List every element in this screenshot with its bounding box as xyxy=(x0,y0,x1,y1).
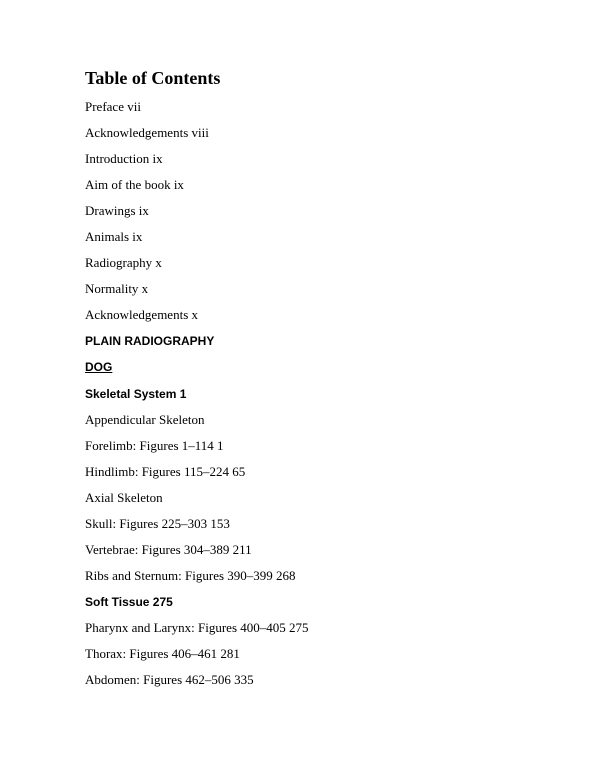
toc-entry-text: Abdomen: Figures 462–506 335 xyxy=(85,672,254,688)
toc-entry-text: Acknowledgements viii xyxy=(85,125,209,141)
toc-entry-text: Acknowledgements x xyxy=(85,307,199,323)
toc-entry-text: Pharynx and Larynx: Figures 400–405 275 xyxy=(85,619,309,635)
toc-entry-text: Introduction ix xyxy=(85,151,163,167)
toc-entry xyxy=(85,124,309,150)
toc-entry xyxy=(85,671,309,697)
toc-entry-text: Aim of the book ix xyxy=(85,177,184,193)
toc-section-heading xyxy=(85,332,309,358)
toc-entry-text: Vertebrae: Figures 304–389 211 xyxy=(85,541,252,557)
toc-entry xyxy=(85,515,309,541)
toc-entry xyxy=(85,567,309,593)
toc-entry-text: Preface vii xyxy=(85,99,141,114)
toc-entry xyxy=(85,489,309,515)
toc-entry-text: DOG xyxy=(85,360,113,375)
toc-entry-text: Hindlimb: Figures 115–224 65 xyxy=(85,463,246,479)
toc-entry xyxy=(85,437,309,463)
toc-entry xyxy=(85,228,309,254)
toc-entry-text: Animals ix xyxy=(85,229,143,245)
toc-entry xyxy=(85,176,309,202)
toc-entry-text: Ribs and Sternum: Figures 390–399 268 xyxy=(85,567,296,583)
toc-entry-text: Normality x xyxy=(85,281,149,297)
toc-entry xyxy=(85,411,309,437)
toc-entry-text: Thorax: Figures 406–461 281 xyxy=(85,645,240,661)
toc-list xyxy=(85,98,309,697)
toc-entry-text: Soft Tissue 275 xyxy=(85,594,173,609)
toc-entry xyxy=(85,254,309,280)
toc-entry xyxy=(85,619,309,645)
toc-section-heading xyxy=(85,358,309,384)
toc-entry xyxy=(85,150,309,176)
toc-entry-text: Skeletal System 1 xyxy=(85,386,187,401)
toc-entry-text: Drawings ix xyxy=(85,203,149,219)
toc-entry xyxy=(85,645,309,671)
toc-entry xyxy=(85,98,309,124)
toc-entry-text: Appendicular Skeleton xyxy=(85,411,205,427)
toc-entry xyxy=(85,463,309,489)
toc-entry-text: PLAIN RADIOGRAPHY xyxy=(85,334,215,349)
toc-entry-text: Radiography x xyxy=(85,255,162,271)
toc-entry xyxy=(85,541,309,567)
page-title: Table of Contents xyxy=(85,68,221,88)
toc-entry-text: Skull: Figures 225–303 153 xyxy=(85,515,230,531)
toc-entry-text: Axial Skeleton xyxy=(85,489,163,505)
toc-section-heading xyxy=(85,385,309,411)
toc-entry xyxy=(85,280,309,306)
toc-entry xyxy=(85,306,309,332)
toc-entry xyxy=(85,202,309,228)
toc-section-heading xyxy=(85,593,309,619)
toc-entry-text: Forelimb: Figures 1–114 1 xyxy=(85,437,224,453)
